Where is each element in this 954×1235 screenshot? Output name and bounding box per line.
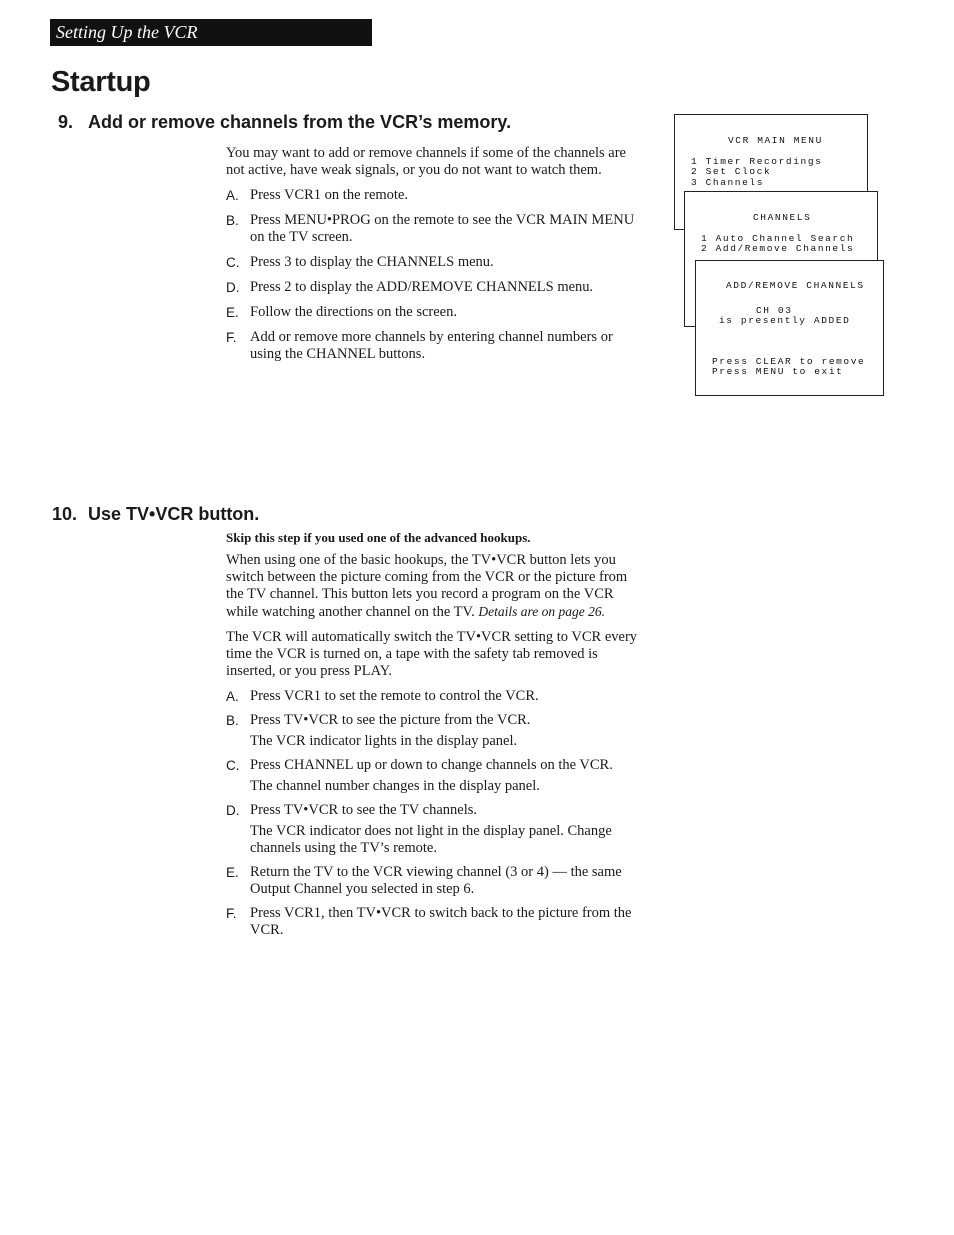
item-text: Press CHANNEL up or down to change channels on the VCR. xyxy=(250,757,613,773)
item-text: Press VCR1, then TV•VCR to switch back to the picture from the VCR. xyxy=(250,905,632,938)
item-text: Press VCR1 on the remote. xyxy=(250,187,409,203)
item-letter: C. xyxy=(226,255,240,270)
page-reference: Details are on page 26. xyxy=(478,604,605,619)
item-letter: A. xyxy=(226,689,239,704)
screen-title: VCR MAIN MENU xyxy=(728,135,823,146)
item-subtext: The VCR indicator lights in the display panel. xyxy=(250,733,518,749)
list-item xyxy=(226,864,644,898)
list-item xyxy=(226,187,644,204)
step-9-title: Add or remove channels from the VCR’s memory. xyxy=(88,112,512,132)
list-item xyxy=(226,212,644,246)
item-letter: E. xyxy=(226,305,239,320)
list-item xyxy=(226,688,644,705)
screen-instruction: Press CLEAR to remove xyxy=(712,355,866,367)
item-letter: F. xyxy=(226,330,237,345)
step-10-note: Skip this step if you used one of the advanced hookups. xyxy=(226,530,531,545)
menu-option: 3 Channels xyxy=(691,176,765,188)
channel-status: is presently ADDED xyxy=(719,315,851,326)
step-9-intro: You may want to add or remove channels if some of the channels are not active, have weak signals, or you do not want to watch them. xyxy=(226,145,626,178)
screen-title: ADD/REMOVE CHANNELS xyxy=(726,280,865,291)
item-text: Press 3 to display the CHANNELS menu. xyxy=(250,254,494,270)
step-10-list xyxy=(226,688,644,939)
menu-option: 1 Auto Channel Search xyxy=(701,232,855,244)
screen-title: CHANNELS xyxy=(753,212,812,223)
step-10-heading xyxy=(52,503,259,525)
list-item xyxy=(226,802,644,857)
item-text: Add or remove more channels by entering channel numbers or using the CHANNEL buttons. xyxy=(250,329,613,362)
item-letter: B. xyxy=(226,213,239,228)
section-header: Setting Up the VCR xyxy=(50,19,372,46)
list-item xyxy=(226,329,644,363)
item-text: Return the TV to the VCR viewing channel (3 or 4) — the same Output Channel you selected in step 6. xyxy=(250,864,622,897)
list-item xyxy=(226,254,644,271)
item-letter: D. xyxy=(226,280,240,295)
item-letter: F. xyxy=(226,906,237,921)
screen-instruction: Press MENU to exit xyxy=(712,366,844,377)
item-letter: E. xyxy=(226,865,239,880)
menu-option: 1 Timer Recordings xyxy=(691,155,823,167)
item-subtext: The VCR indicator does not light in the display panel. Change channels using the TV’s remote. xyxy=(250,823,612,856)
step-10-paragraph-1 xyxy=(226,552,644,621)
list-item xyxy=(226,757,644,795)
item-text: Press 2 to display the ADD/REMOVE CHANNELS menu. xyxy=(250,279,594,295)
step-10-body xyxy=(226,529,644,946)
step-9-list xyxy=(226,187,644,363)
step-10-paragraph-2: The VCR will automatically switch the TV•VCR setting to VCR every time the VCR is turned on, a tape with the safety tab removed is inserted, or you press PLAY. xyxy=(226,629,638,679)
list-item xyxy=(226,304,644,321)
item-text: Press VCR1 to set the remote to control the VCR. xyxy=(250,688,539,704)
item-subtext: The channel number changes in the display panel. xyxy=(250,778,540,794)
item-letter: C. xyxy=(226,758,240,773)
list-item xyxy=(226,712,644,750)
menu-option: 2 Set Clock xyxy=(691,166,772,177)
item-letter: A. xyxy=(226,188,239,203)
item-text: Press MENU•PROG on the remote to see the VCR MAIN MENU on the TV screen. xyxy=(250,212,635,245)
menu-option: 2 Add/Remove Channels xyxy=(701,243,855,254)
list-item xyxy=(226,279,644,296)
item-text: Press TV•VCR to see the TV channels. xyxy=(250,802,477,818)
step-10-title: Use TV•VCR button. xyxy=(88,504,260,524)
channel-number: CH 03 xyxy=(756,304,793,316)
page-title: Startup xyxy=(51,66,151,98)
step-10-number: 10. xyxy=(52,504,78,524)
add-remove-channels-screen xyxy=(695,260,884,396)
list-item xyxy=(226,905,644,939)
step-9-heading xyxy=(58,111,511,133)
paragraph-text: When using one of the basic hookups, the TV•VCR button lets you switch between the picture coming from the VCR or the picture from the TV channel. This button lets you record a program on the VCR while watching another channel on the TV. xyxy=(226,552,628,620)
item-letter: D. xyxy=(226,803,240,818)
step-9-number: 9. xyxy=(58,112,74,132)
item-text: Follow the directions on the screen. xyxy=(250,304,457,320)
item-letter: B. xyxy=(226,713,239,728)
item-text: Press TV•VCR to see the picture from the VCR. xyxy=(250,712,531,728)
step-9-body xyxy=(226,145,644,371)
